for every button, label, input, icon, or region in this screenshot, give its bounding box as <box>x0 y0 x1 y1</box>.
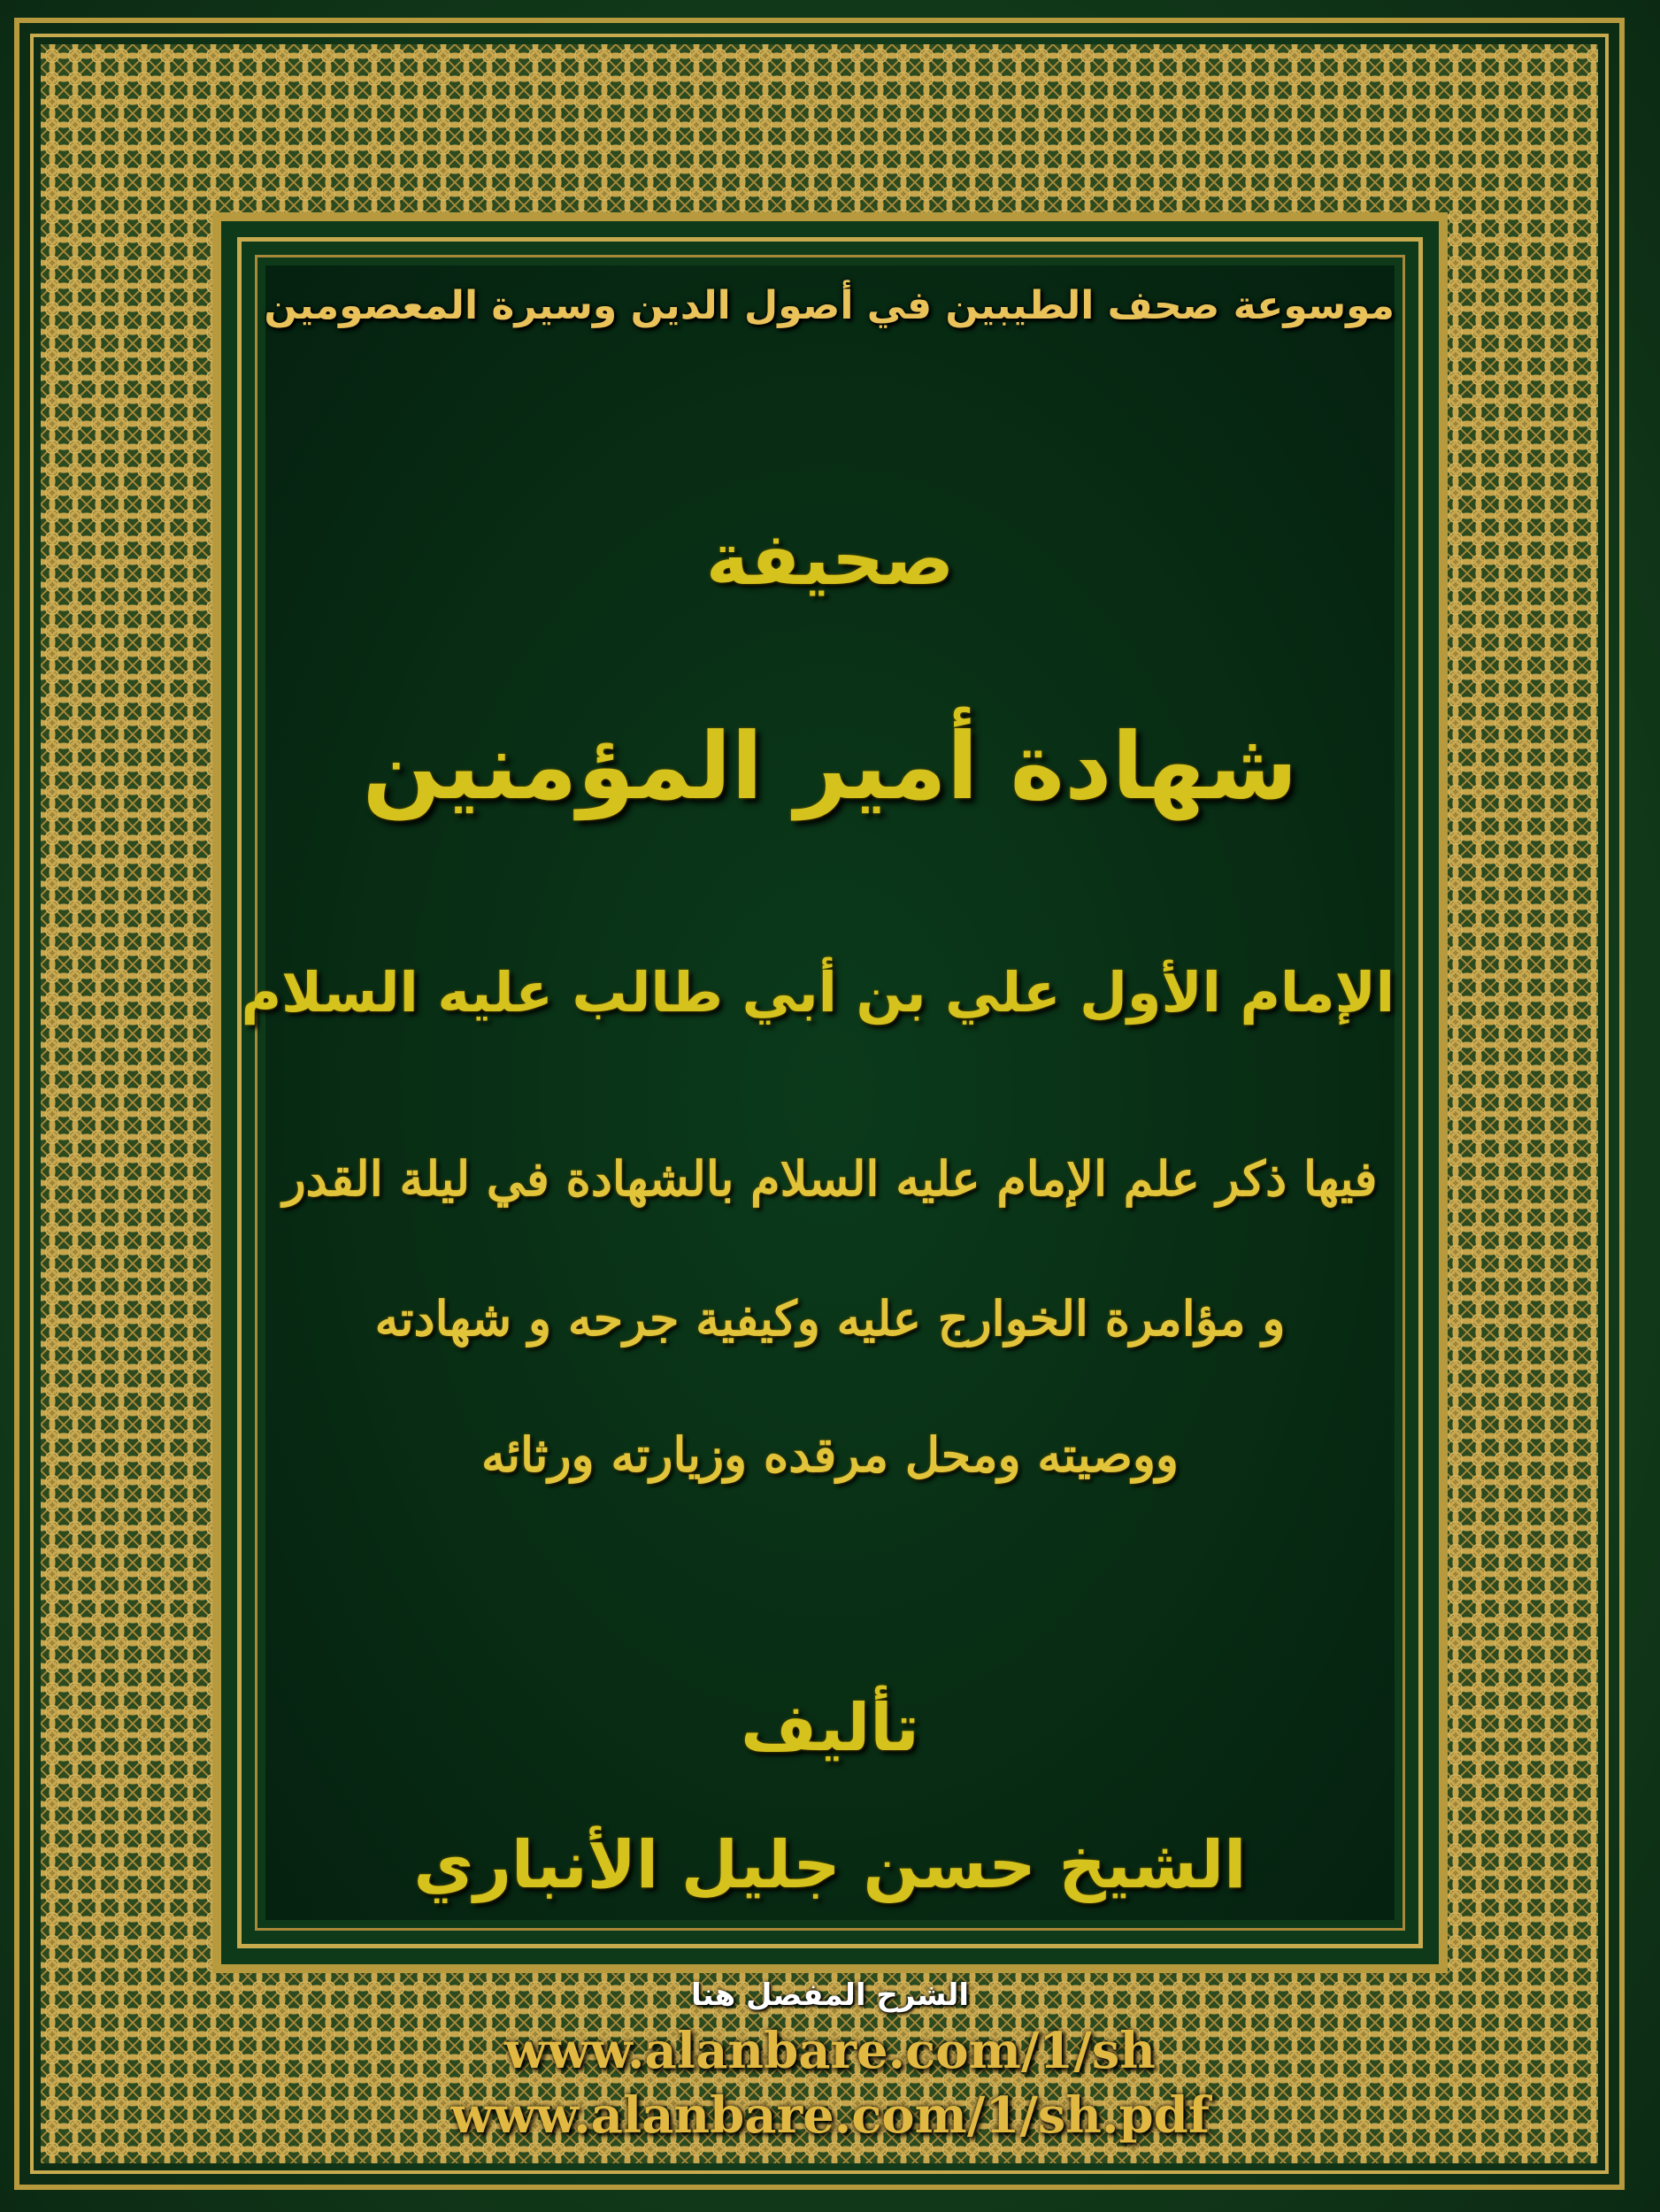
book-label: صحيفة <box>705 518 955 602</box>
description-line: ووصيته ومحل مرقده وزيارته ورثائه <box>481 1426 1179 1483</box>
pdf-link[interactable]: www.alanbare.com/1/sh.pdf <box>450 2086 1210 2145</box>
book-title: شهادة أمير المؤمنين <box>362 712 1298 820</box>
title-panel <box>241 265 1395 1920</box>
description-line: و مؤامرة الخوارج عليه وكيفية جرحه و شهادته <box>374 1290 1286 1347</box>
book-subtitle: الإمام الأول علي بن أبي طالب عليه السلام <box>241 960 1395 1025</box>
description-line: فيها ذكر علم الإمام عليه السلام بالشهادة في ليلة القدر <box>282 1150 1378 1207</box>
explanation-label: الشرح المفصل هنا <box>690 1978 970 2013</box>
series-title: موسوعة صحف الطيبين في أصول الدين وسيرة المعصومين <box>264 283 1395 328</box>
authorship-label: تأليف <box>741 1690 919 1766</box>
website-link[interactable]: www.alanbare.com/1/sh <box>504 2022 1156 2080</box>
author-name: الشيخ حسن جليل الأنباري <box>413 1827 1247 1903</box>
